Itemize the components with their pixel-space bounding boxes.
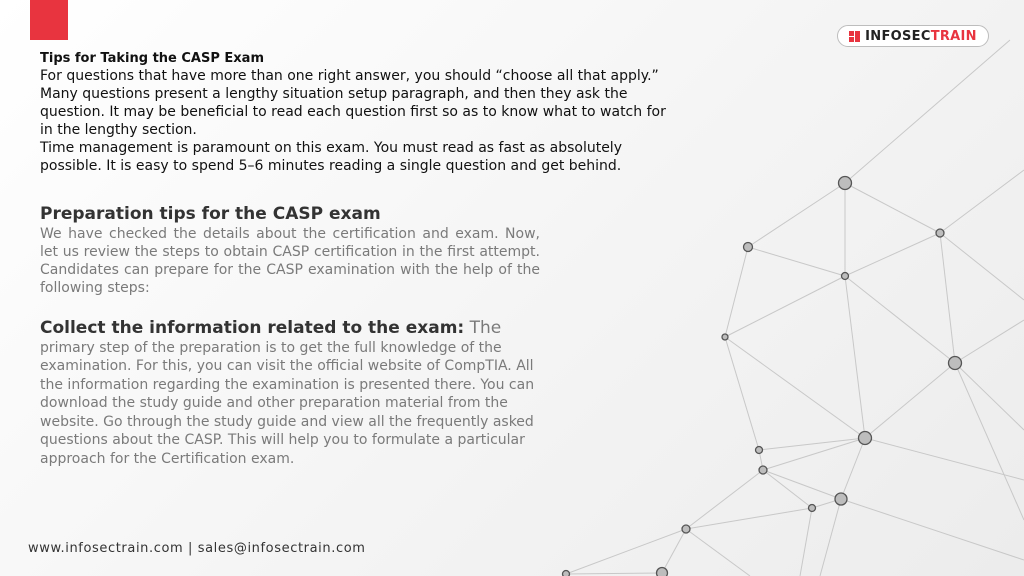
collect-lead-rest: The	[464, 318, 502, 338]
network-lines	[566, 40, 1024, 576]
footer-contact: www.infosectrain.com | sales@infosectrain.com	[28, 541, 366, 556]
collect-lead: Collect the information related to the exam:	[40, 318, 465, 338]
preparation-heading: Preparation tips for the CASP exam	[40, 204, 381, 224]
preparation-body: We have checked the details about the certification and exam. Now, let us review the steps to obtain CASP certification in the first attempt. Candidates can prepare for the CASP examination with the help of the following steps:	[40, 226, 540, 296]
tips-title: Tips for Taking the CASP Exam	[40, 51, 264, 66]
collect-body: primary step of the preparation is to get the full knowledge of the examination. For this, you can visit the official website of CompTIA. All the information regarding the examination is presented there. You can download the study guide and other preparation material from the website. Go through the study guide and view all the frequently asked questions about the CASP. This will help you to formulate a particular approach for the Certification exam.	[40, 339, 535, 467]
tip-paragraph: For questions that have more than one right answer, you should “choose all that apply.”	[40, 68, 659, 84]
logo-text: INFOSECTRAIN	[865, 28, 977, 44]
tip-paragraph: Time management is paramount on this exam. You must read as fast as absolutely possible. It is easy to spend 5–6 minutes reading a single question and get behind.	[40, 140, 622, 174]
tip-paragraph: Many questions present a lengthy situation setup paragraph, and then they ask the question. It may be beneficial to read each question first so as to know what to watch for in the lengthy section.	[40, 86, 666, 138]
